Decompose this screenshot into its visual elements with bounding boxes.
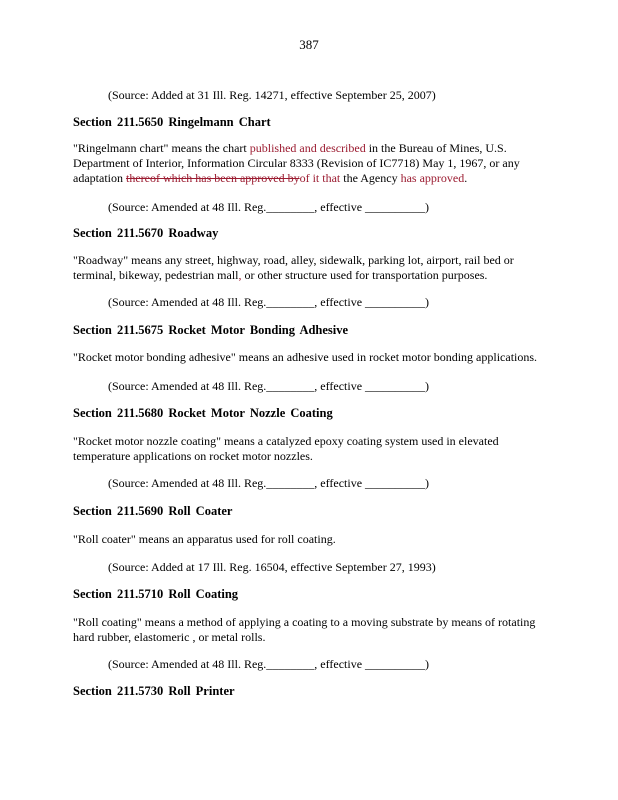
definition-paragraph — [73, 141, 548, 186]
source-note: (Source: Added at 31 Ill. Reg. 14271, effective September 25, 2007) — [108, 88, 436, 102]
section-heading: Section 211.5710 Roll Coating — [73, 587, 239, 601]
page-number: 387 — [299, 37, 319, 52]
text-run: or other structure used for transportation purposes. — [241, 268, 488, 282]
section-heading: Section 211.5690 Roll Coater — [73, 504, 233, 518]
text-run: in the Bureau of Mines, U.S. Department of Interior, Information Circular 8333 (Revision of IC7718) May 1, 1967, or any adaptation — [73, 141, 520, 185]
text-run: the Agency — [340, 171, 401, 185]
source-note: (Source: Amended at 48 Ill. Reg.________, effective __________) — [108, 657, 430, 671]
definition-paragraph — [73, 253, 548, 283]
text-run: "Roadway" means any street, highway, road, alley, sidewalk, parking lot, airport, rail bed or terminal, bikeway, pedestrian mall — [73, 253, 514, 282]
definition-paragraph: "Rocket motor bonding adhesive" means an adhesive used in rocket motor bonding applications. — [73, 350, 538, 364]
section-heading: Section 211.5670 Roadway — [73, 226, 219, 240]
deleted-text: thereof which has been approved by — [125, 171, 300, 185]
definition-paragraph: "Roll coating" means a method of applying a coating to a moving substrate by means of rotating hard rubber, elastomeric , or metal rolls. — [73, 615, 536, 644]
inserted-text: published and described — [249, 141, 366, 155]
source-note: (Source: Amended at 48 Ill. Reg.________, effective __________) — [108, 379, 430, 393]
source-note: (Source: Amended at 48 Ill. Reg.________, effective __________) — [108, 476, 430, 490]
text-run: "Ringelmann chart" means the chart — [73, 141, 250, 155]
section-heading: Section 211.5680 Rocket Motor Nozzle Coating — [73, 406, 333, 420]
section-heading: Section 211.5650 Ringelmann Chart — [73, 115, 271, 129]
inserted-text: , — [238, 268, 242, 282]
definition-paragraph: "Roll coater" means an apparatus used for roll coating. — [73, 532, 336, 546]
section-heading: Section 211.5730 Roll Printer — [73, 684, 235, 698]
source-note: (Source: Amended at 48 Ill. Reg.________, effective __________) — [108, 295, 430, 309]
definition-paragraph: "Rocket motor nozzle coating" means a catalyzed epoxy coating system used in elevated temperature applications on rocket motor nozzles. — [73, 434, 499, 463]
text-run: . — [464, 171, 468, 185]
source-note: (Source: Added at 17 Ill. Reg. 16504, effective September 27, 1993) — [108, 560, 436, 574]
inserted-text: has approved — [400, 171, 465, 185]
inserted-text: of it that — [299, 171, 341, 185]
source-note: (Source: Amended at 48 Ill. Reg.________, effective __________) — [108, 200, 430, 214]
section-heading: Section 211.5675 Rocket Motor Bonding Adhesive — [73, 323, 349, 337]
